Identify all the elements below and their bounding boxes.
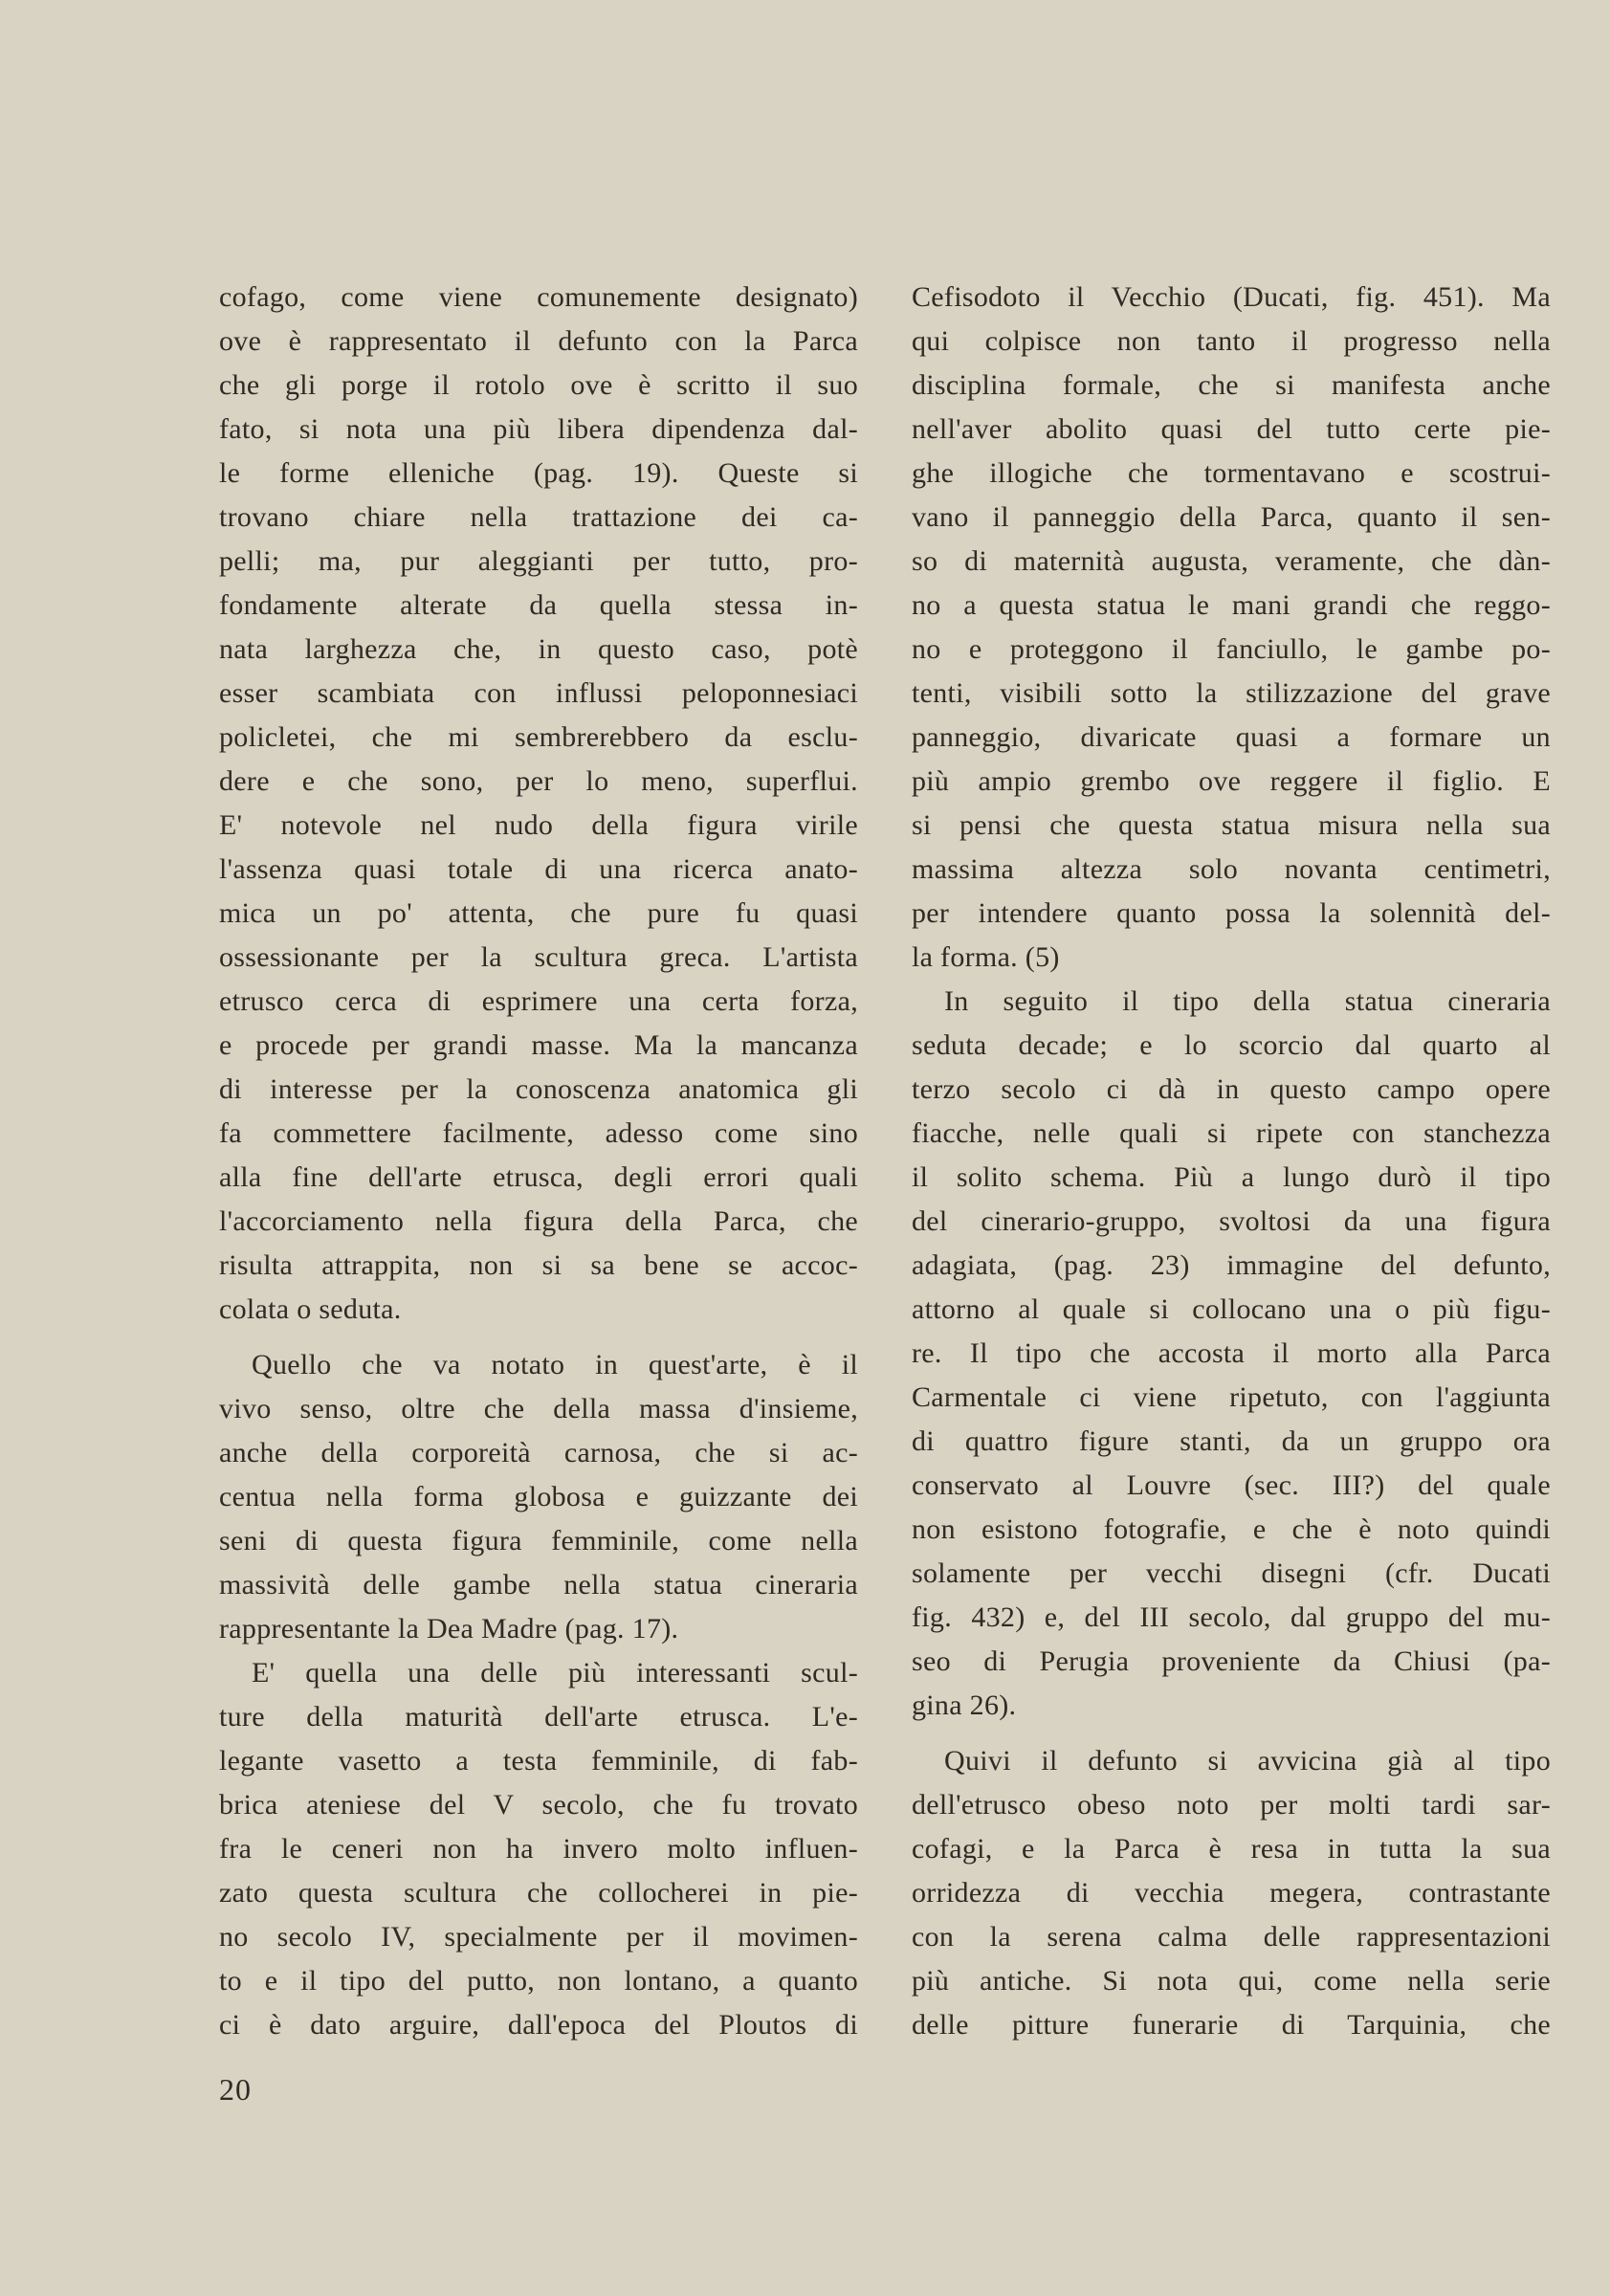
text-line: adagiata, (pag. 23) immagine del defunto, [912,1249,1551,1281]
text-line: non esistono fotografie, e che è noto quindi [912,1513,1551,1545]
text-line: E' quella una delle più interessanti scul- [252,1657,858,1689]
text-line: policletei, che mi sembrerebbero da esclu- [219,721,858,753]
text-line: e procede per grandi masse. Ma la mancanza [219,1029,858,1061]
text-line: fra le ceneri non ha invero molto influen- [219,1833,858,1865]
text-line: seduta decade; e lo scorcio dal quarto al [912,1029,1551,1061]
text-line: fondamente alterate da quella stessa in- [219,589,858,621]
text-line: Quivi il defunto si avvicina già al tipo [944,1745,1551,1777]
text-line: trovano chiare nella trattazione dei ca- [219,501,858,533]
right-column [912,276,1551,2047]
text-line: l'assenza quasi totale di una ricerca anato- [219,853,858,885]
text-line: cofago, come viene comunemente designato) [219,281,858,313]
text-line: cofagi, e la Parca è resa in tutta la sua [912,1833,1551,1865]
text-line: nell'aver abolito quasi del tutto certe pie- [912,413,1551,445]
text-line: la forma. (5) [912,941,1060,973]
text-line: dere e che sono, per lo meno, superflui. [219,765,858,797]
text-line: panneggio, divaricate quasi a formare un [912,721,1551,753]
text-line: dell'etrusco obeso noto per molti tardi sar- [912,1789,1551,1821]
text-line: ove è rappresentato il defunto con la Parca [219,325,858,357]
text-line: In seguito il tipo della statua cineraria [944,985,1551,1017]
text-line: legante vasetto a testa femminile, di fab- [219,1745,858,1777]
text-line: più antiche. Si nota qui, come nella serie [912,1965,1551,1997]
text-line: centua nella forma globosa e guizzante dei [219,1481,858,1512]
text-line: mica un po' attenta, che pure fu quasi [219,897,858,929]
text-line: esser scambiata con influssi peloponnesiaci [219,677,858,709]
text-line: del cinerario-gruppo, svoltosi da una figura [912,1205,1551,1237]
page-number: 20 [219,2072,252,2107]
text-line: tenti, visibili sotto la stilizzazione del grave [912,677,1551,709]
text-line: massima altezza solo novanta centimetri, [912,853,1551,885]
text-line: massività delle gambe nella statua cineraria [219,1569,858,1601]
text-line: l'accorciamento nella figura della Parca, che [219,1205,858,1237]
text-line: Carmentale ci viene ripetuto, con l'aggiunta [912,1381,1551,1413]
text-line: vano il panneggio della Parca, quanto il sen- [912,501,1551,533]
paragraph-gap [219,1332,858,1343]
text-line: solamente per vecchi disegni (cfr. Ducati [912,1557,1551,1589]
text-line: disciplina formale, che si manifesta anche [912,369,1551,401]
text-line: seni di questa figura femminile, come nella [219,1525,858,1556]
text-line: il solito schema. Più a lungo durò il tipo [912,1161,1551,1193]
paragraph-gap [912,1728,1551,1739]
text-line: no e proteggono il fanciullo, le gambe po- [912,633,1551,665]
text-line: rappresentante la Dea Madre (pag. 17). [219,1613,679,1645]
text-line: fiacche, nelle quali si ripete con stanchezza [912,1117,1551,1149]
left-column [219,276,858,2047]
text-line: colata o seduta. [219,1293,402,1325]
text-line: brica ateniese del V secolo, che fu trovato [219,1789,858,1821]
text-line: fato, si nota una più libera dipendenza dal- [219,413,858,445]
text-line: zato questa scultura che collocherei in pie- [219,1877,858,1909]
text-line: si pensi che questa statua misura nella sua [912,809,1551,841]
text-line: E' notevole nel nudo della figura virile [219,809,858,841]
text-line: etrusco cerca di esprimere una certa forza, [219,985,858,1017]
text-line: fig. 432) e, del III secolo, dal gruppo del mu- [912,1601,1551,1633]
text-line: gina 26). [912,1689,1017,1721]
text-line: che gli porge il rotolo ove è scritto il suo [219,369,858,401]
text-line: ci è dato arguire, dall'epoca del Ploutos di [219,2009,858,2041]
text-line: anche della corporeità carnosa, che si ac- [219,1437,858,1468]
text-line: ossessionante per la scultura greca. L'artista [219,941,858,973]
text-line: Cefisodoto il Vecchio (Ducati, fig. 451). Ma [912,281,1551,313]
text-line: orridezza di vecchia megera, contrastante [912,1877,1551,1909]
text-line: re. Il tipo che accosta il morto alla Parca [912,1337,1551,1369]
text-line: di interesse per la conoscenza anatomica gli [219,1073,858,1105]
text-line: to e il tipo del putto, non lontano, a quanto [219,1965,858,1997]
text-line: vivo senso, oltre che della massa d'insieme, [219,1393,858,1424]
text-line: Quello che va notato in quest'arte, è il [252,1349,858,1380]
text-line: più ampio grembo ove reggere il figlio. E [912,765,1551,797]
text-line: ture della maturità dell'arte etrusca. L'e- [219,1701,858,1733]
text-line: alla fine dell'arte etrusca, degli errori quali [219,1161,858,1193]
text-line: delle pitture funerarie di Tarquinia, che [912,2009,1551,2041]
text-line: nata larghezza che, in questo caso, potè [219,633,858,665]
text-line: seo di Perugia proveniente da Chiusi (pa- [912,1645,1551,1677]
text-line: di quattro figure stanti, da un gruppo ora [912,1425,1551,1457]
text-line: fa commettere facilmente, adesso come sino [219,1117,858,1149]
text-line: ghe illogiche che tormentavano e scostrui- [912,457,1551,489]
text-line: per intendere quanto possa la solennità del- [912,897,1551,929]
text-line: no secolo IV, specialmente per il movimen- [219,1921,858,1953]
text-line: so di maternità augusta, veramente, che dàn- [912,545,1551,577]
text-line: qui colpisce non tanto il progresso nella [912,325,1551,357]
text-line: no a questa statua le mani grandi che reggo- [912,589,1551,621]
text-line: risulta attrappita, non si sa bene se accoc- [219,1249,858,1281]
text-line: le forme elleniche (pag. 19). Queste si [219,457,858,489]
text-line: pelli; ma, pur aleggianti per tutto, pro- [219,545,858,577]
text-line: con la serena calma delle rappresentazioni [912,1921,1551,1953]
text-line: attorno al quale si collocano una o più figu- [912,1293,1551,1325]
text-line: terzo secolo ci dà in questo campo opere [912,1073,1551,1105]
text-line: conservato al Louvre (sec. III?) del quale [912,1469,1551,1501]
